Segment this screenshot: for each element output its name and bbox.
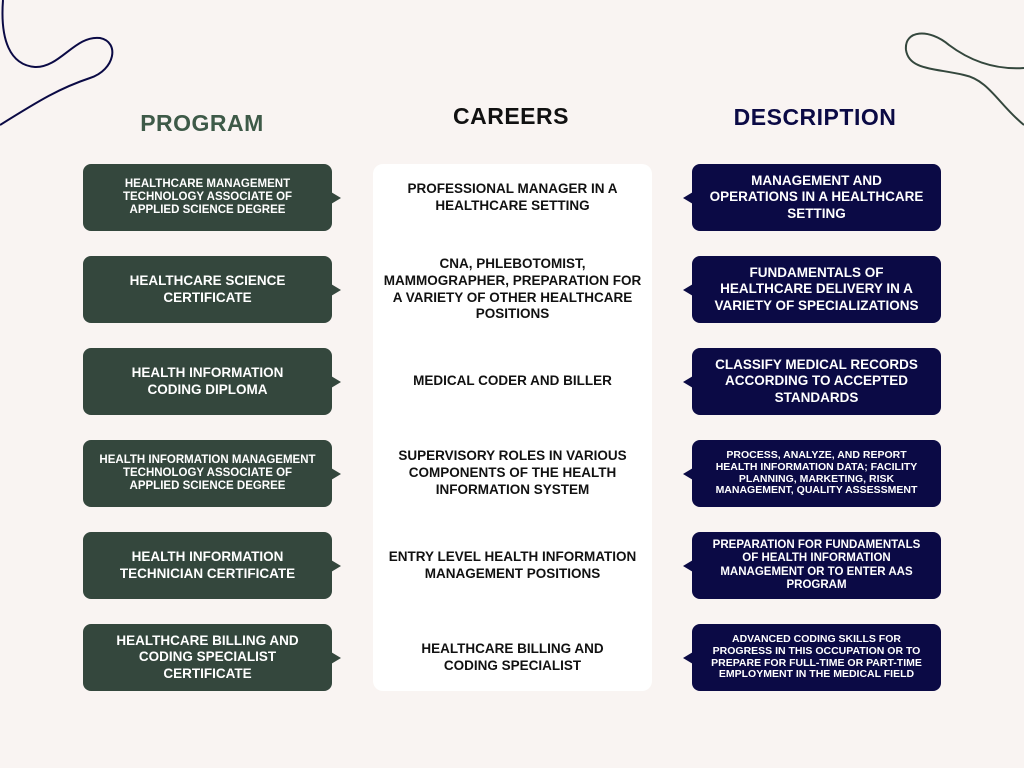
description-box: MANAGEMENT AND OPERATIONS IN A HEALTHCARE SETTING (692, 164, 941, 231)
program-box: HEALTH INFORMATION MANAGEMENT TECHNOLOGY ASSOCIATE OF APPLIED SCIENCE DEGREE (83, 440, 332, 507)
career-text: HEALTHCARE BILLING AND CODING SPECIALIST (421, 640, 604, 673)
program-box: HEALTH INFORMATION CODING DIPLOMA (83, 348, 332, 415)
program-header: PROGRAM (140, 110, 264, 136)
career-text: MEDICAL CODER AND BILLER (413, 373, 612, 389)
description-box: PROCESS, ANALYZE, AND REPORT HEALTH INFORMATION DATA; FACILITY PLANNING, MARKETING, RISK MANAGEMENT, QUALITY ASSESSMENT (692, 440, 941, 507)
program-box: HEALTHCARE BILLING AND CODING SPECIALIST CERTIFICATE (83, 624, 332, 691)
program-box: HEALTHCARE SCIENCE CERTIFICATE (83, 256, 332, 323)
career-text: ENTRY LEVEL HEALTH INFORMATION MANAGEMENT POSITIONS (388, 548, 637, 581)
description-box: FUNDAMENTALS OF HEALTHCARE DELIVERY IN A VARIETY OF SPECIALIZATIONS (692, 256, 941, 323)
description-box: PREPARATION FOR FUNDAMENTALS OF HEALTH INFORMATION MANAGEMENT OR TO ENTER AAS PROGRAM (692, 532, 941, 599)
career-text: SUPERVISORY ROLES IN VARIOUS COMPONENTS OF THE HEALTH INFORMATION SYSTEM (398, 448, 627, 497)
description-header: DESCRIPTION (733, 104, 897, 130)
career-text: PROFESSIONAL MANAGER IN A HEALTHCARE SETTING (407, 180, 618, 213)
description-box: CLASSIFY MEDICAL RECORDS ACCORDING TO ACCEPTED STANDARDS (692, 348, 941, 415)
program-box: HEALTH INFORMATION TECHNICIAN CERTIFICATE (83, 532, 332, 599)
program-box: HEALTHCARE MANAGEMENT TECHNOLOGY ASSOCIATE OF APPLIED SCIENCE DEGREE (83, 164, 332, 231)
careers-panel (373, 164, 652, 691)
description-box: ADVANCED CODING SKILLS FOR PROGRESS IN THIS OCCUPATION OR TO PREPARE FOR FULL-TIME OR PART-TIME EMPLOYMENT IN THE MEDICAL FIELD (692, 624, 941, 691)
careers-header: CAREERS (453, 103, 569, 129)
career-text: CNA, PHLEBOTOMIST, MAMMOGRAPHER, PREPARATION FOR A VARIETY OF OTHER HEALTHCARE POSITIONS (383, 255, 642, 322)
